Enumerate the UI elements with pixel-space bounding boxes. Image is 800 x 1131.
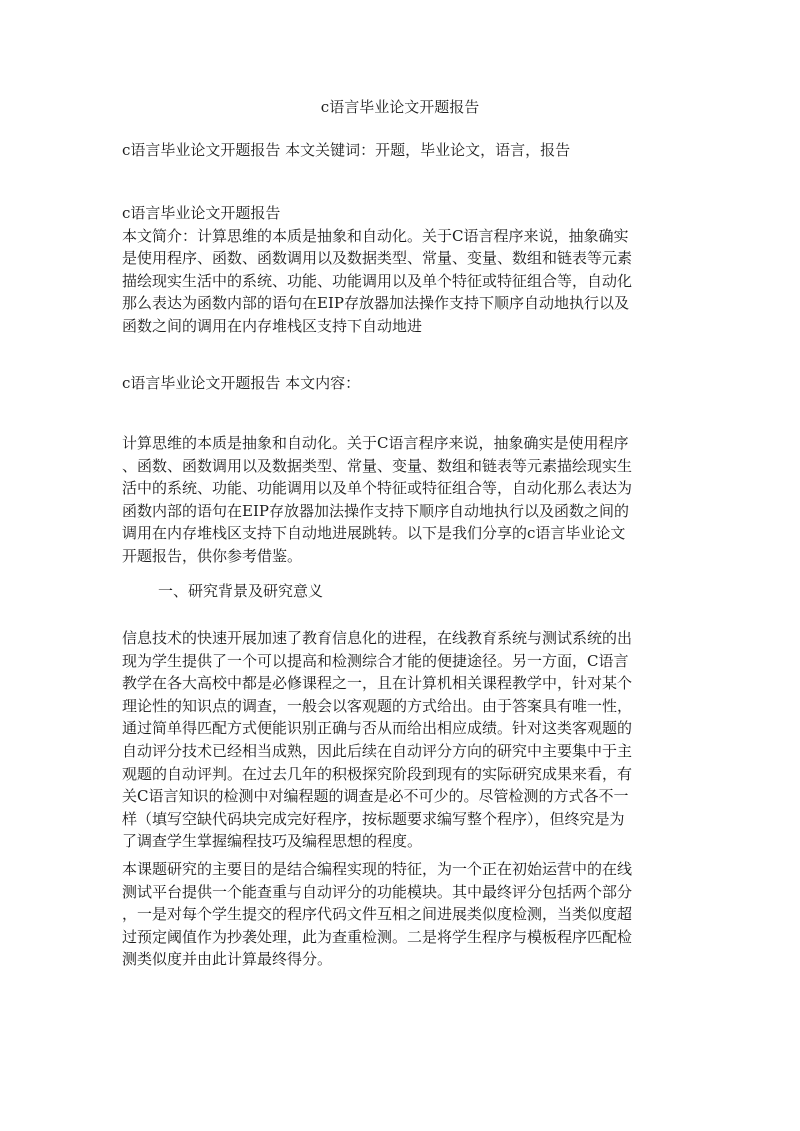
paragraph-line: 样（填写空缺代码块完成完好程序，按标题要求编写整个程序），但终究是为 — [122, 809, 625, 828]
paragraph-line: 理论性的知识点的调查，一般会以客观题的方式给出。由于答案具有唯一性， — [122, 696, 633, 715]
intro-line: 本文简介：计算思维的本质是抽象和自动化。关于C语言程序来说，抽象确实 — [122, 226, 629, 245]
paragraph-line: 关C语言知识的检测中对编程题的调查是必不可少的。尽管检测的方式各不一 — [122, 787, 629, 806]
paragraph-line: 本课题研究的主要目的是结合编程实现的特征，为一个正在初始运营中的在线 — [122, 860, 633, 878]
paragraph-line: 过预定阈值作为抄袭处理，此为查重检测。二是将学生程序与模板程序匹配检 — [122, 927, 633, 946]
intro-section — [122, 202, 682, 338]
paragraph-line: 自动评分技术已经相当成熟，因此后续在自动评分方向的研究中主要集中于主 — [122, 741, 633, 760]
paragraph-research-background — [122, 627, 682, 853]
intro-heading: c语言毕业论文开题报告 — [122, 204, 281, 222]
keywords-line: c语言毕业论文开题报告 本文关键词：开题，毕业论文，语言，报告 — [122, 141, 571, 159]
content-line: 开题报告，供你参考借鉴。 — [122, 546, 303, 565]
document-title: c语言毕业论文开题报告 — [320, 98, 480, 116]
paragraph-line: 测类似度并由此计算最终得分。 — [122, 950, 333, 969]
intro-line: 是使用程序、函数、函数调用以及数据类型、常量、变量、数组和链表等元素 — [122, 249, 633, 268]
intro-line: 函数之间的调用在内存堆栈区支持下自动地进 — [122, 316, 423, 335]
section-heading: 一、研究背景及研究意义 — [158, 582, 324, 600]
paragraph-line: 通过简单得匹配方式便能识别正确与否从而给出相应成绩。针对这类客观题的 — [122, 719, 633, 738]
intro-line: 描绘现实生活中的系统、功能、功能调用以及单个特征或特征组合等，自动化 — [122, 271, 633, 290]
paragraph-line: ，一是对每个学生提交的程序代码文件互相之间进展类似度检测，当类似度超 — [122, 905, 633, 924]
paragraph-research-purpose — [122, 858, 682, 971]
paragraph-line: 现为学生提供了一个可以提高和检测综合才能的便捷途径。另一方面，C语言 — [122, 651, 629, 670]
content-line: 计算思维的本质是抽象和自动化。关于C语言程序来说，抽象确实是使用程序 — [122, 434, 629, 452]
paragraph-line: 信息技术的快速开展加速了教育信息化的进程，在线教育系统与测试系统的出 — [122, 629, 633, 647]
content-body — [122, 432, 682, 568]
paragraph-line: 测试平台提供一个能查重与自动评分的功能模块。其中最终评分包括两个部分 — [122, 882, 633, 901]
content-line: 、函数、函数调用以及数据类型、常量、变量、数组和链表等元素描绘现实生 — [122, 456, 633, 475]
content-line: 活中的系统、功能、功能调用以及单个特征或特征组合等，自动化那么表达为 — [122, 479, 633, 498]
intro-line: 那么表达为函数内部的语句在EIP存放器加法操作支持下顺序自动地执行以及 — [122, 294, 629, 313]
paragraph-line: 观题的自动评判。在过去几年的积极探究阶段到现有的实际研究成果来看，有 — [122, 764, 633, 783]
content-line: 函数内部的语句在EIP存放器加法操作支持下顺序自动地执行以及函数之间的 — [122, 501, 629, 520]
paragraph-line: 了调查学生掌握编程技巧及编程思想的程度。 — [122, 832, 423, 851]
paragraph-line: 教学在各大高校中都是必修课程之一，且在计算机相关课程教学中，针对某个 — [122, 674, 633, 693]
content-heading: c语言毕业论文开题报告 本文内容： — [122, 374, 361, 392]
content-line: 调用在内存堆栈区支持下自动地进展跳转。以下是我们分享的c语言毕业论文 — [122, 524, 626, 543]
